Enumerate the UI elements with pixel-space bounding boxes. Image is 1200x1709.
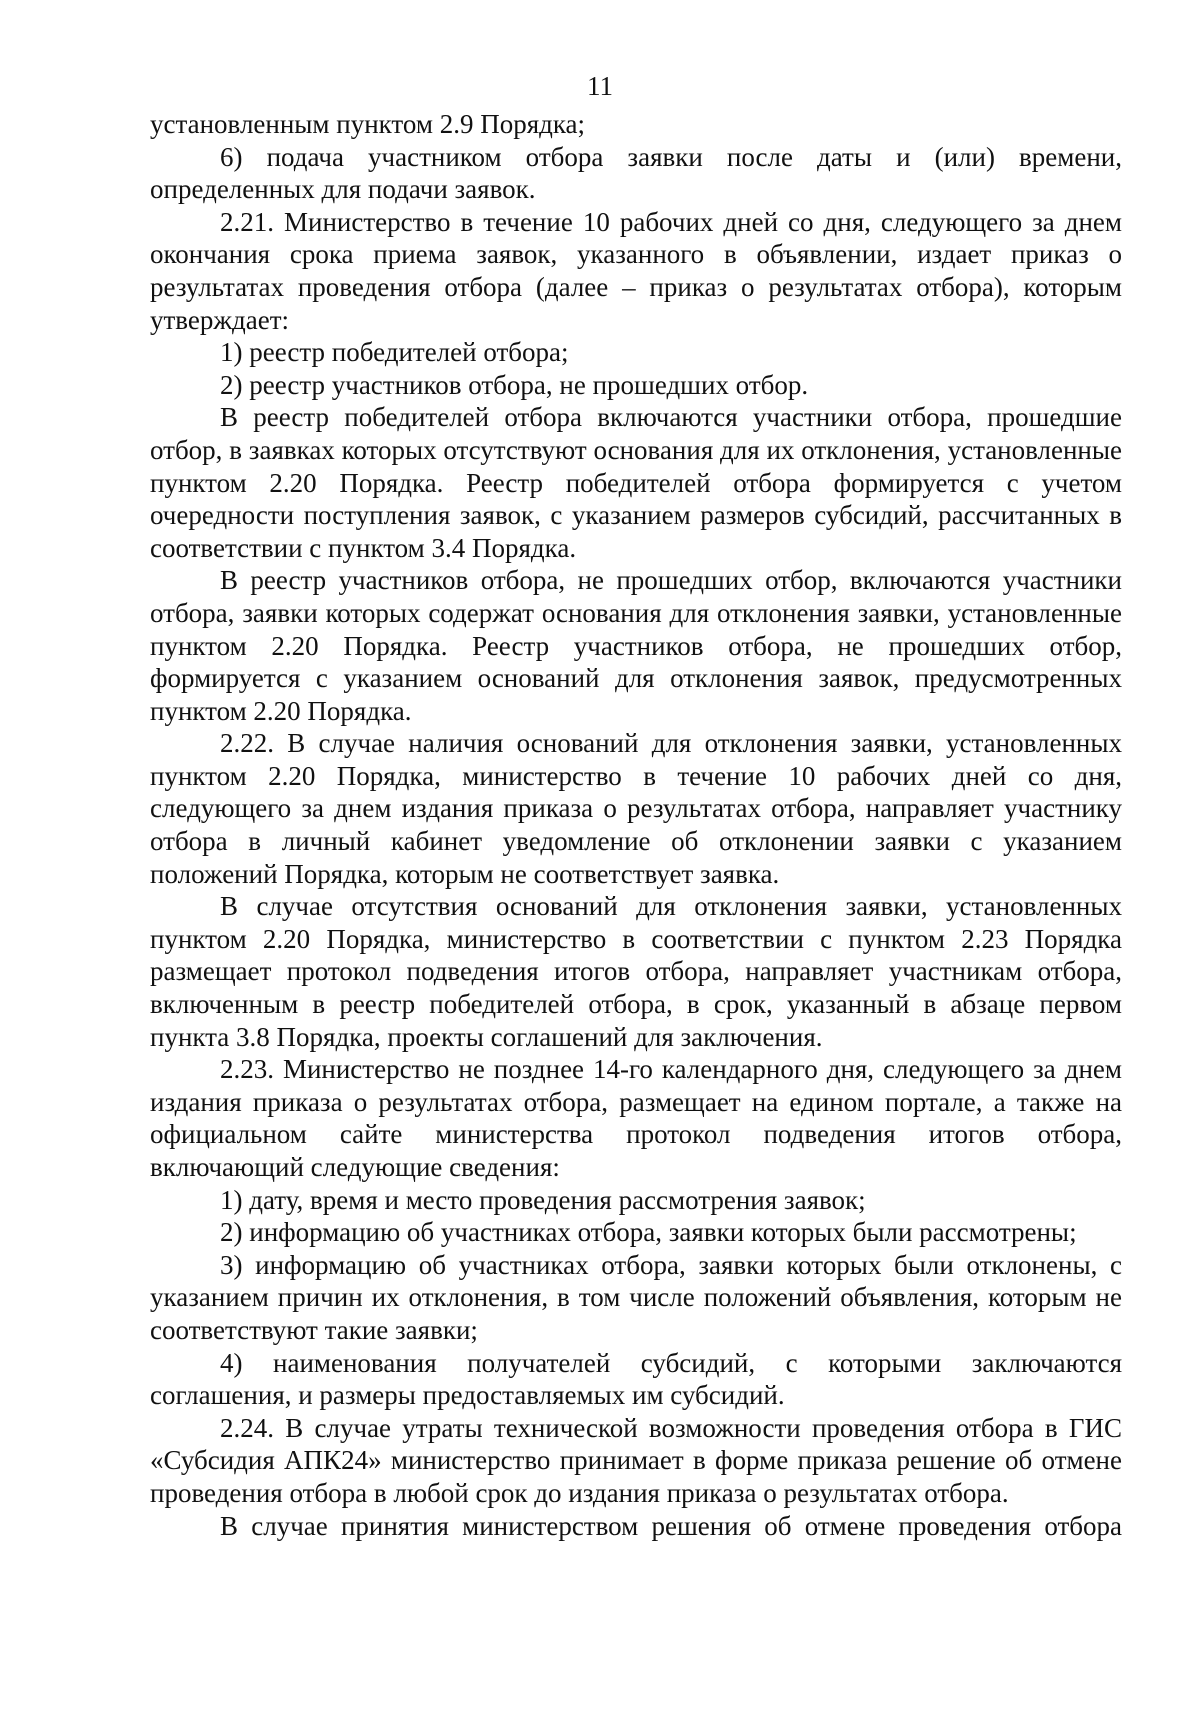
paragraph: 1) дату, время и место проведения рассмотрения заявок; [220, 1184, 866, 1215]
paragraph: 6) подача участником отбора заявки после даты и (или) времени, определенных для подачи заявок. [150, 141, 1122, 205]
paragraph: 4) наименования получателей субсидий, с которыми заключаются соглашения, и размеры предоставляемых им субсидий. [150, 1347, 1122, 1411]
paragraph: 1) реестр победителей отбора; [220, 337, 569, 368]
paragraph: 2) информацию об участниках отбора, заявки которых были рассмотрены; [220, 1217, 1077, 1248]
paragraph: В случае принятия министерством решения об отмене проведения отбора [220, 1510, 1122, 1541]
paragraph: 2.21. Министерство в течение 10 рабочих дней со дня, следующего за днем окончания срока приема заявок, указанного в объявлении, издает приказ о результатах проведения отбора (далее – приказ о результатах отбора), которым утверждает: [150, 206, 1122, 335]
paragraph: 2.23. Министерство не позднее 14-го календарного дня, следующего за днем издания приказа о результатах отбора, размещает на едином портале, а также на официальном сайте министерства протокол подведения итогов отбора, включающий следующие сведения: [150, 1054, 1122, 1182]
paragraph: 2.22. В случае наличия оснований для отклонения заявки, установленных пунктом 2.20 Порядка, министерство в течение 10 рабочих дней со дня, следующего за днем издания приказа о результатах отбора, направляет участнику отбора в личный кабинет уведомление об отклонении заявки с указанием положений Порядка, которым не соответствует заявка. [150, 728, 1122, 889]
page-number: 11 [587, 71, 613, 101]
paragraph: В реестр победителей отбора включаются участники отбора, прошедшие отбор, в заявках которых отсутствуют основания для их отклонения, установленные пунктом 2.20 Порядка. Реестр победителей отбора формируется с учетом очередности поступления заявок, с указанием размеров субсидий, рассчитанных в соответствии с пунктом 3.4 Порядка. [150, 402, 1122, 563]
paragraph: 3) информацию об участниках отбора, заявки которых были отклонены, с указанием причин их отклонения, в том числе положений объявления, которым не соответствуют такие заявки; [150, 1249, 1122, 1345]
paragraph: 2) реестр участников отбора, не прошедших отбор. [220, 369, 809, 400]
paragraph: В случае отсутствия оснований для отклонения заявки, установленных пунктом 2.20 Порядка, министерство в соответствии с пунктом 2.23 Порядка размещает протокол подведения итогов отбора, направляет участникам отбора, включенным в реестр победителей отбора, в срок, указанный в абзаце первом пункта 3.8 Порядка, проекты соглашений для заключения. [150, 891, 1122, 1052]
document-body [150, 108, 1122, 1542]
paragraph: установленным пунктом 2.9 Порядка; [150, 109, 586, 139]
paragraph: 2.24. В случае утраты технической возможности проведения отбора в ГИС «Субсидия АПК24» министерство принимает в форме приказа решение об отмене проведения отбора в любой срок до издания приказа о результатах отбора. [150, 1412, 1122, 1508]
paragraph: В реестр участников отбора, не прошедших отбор, включаются участники отбора, заявки которых содержат основания для отклонения заявки, установленные пунктом 2.20 Порядка. Реестр участников отбора, не прошедших отбор, формируется с указанием оснований для отклонения заявок, предусмотренных пунктом 2.20 Порядка. [150, 565, 1122, 726]
